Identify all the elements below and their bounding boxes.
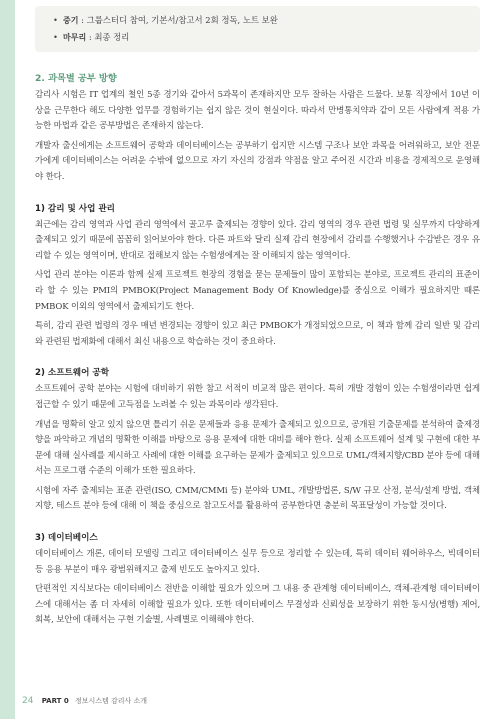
paragraph: 개발자 출신에게는 소프트웨어 공학과 데이터베이스는 공부하기 쉽지만 시스템 구조나 보안 과목을 어려워하고, 보안 전문가에게 데이터베이스는 어려운 수밖에 없으므로 자기 자신의 강점과 약점을 알고 주어진 시간과 비용을 경제적으로 운영해야 한다.: [35, 140, 480, 182]
bullet-text: : 그룹스터디 참여, 기본서/참고서 2회 정독, 노트 보완: [78, 15, 278, 25]
bullet-text: : 최종 정리: [86, 32, 130, 42]
subsection-heading: 2) 소프트웨어 공학: [35, 368, 110, 379]
paragraph: 사업 관리 분야는 이론과 함께 실제 프로젝트 현장의 경험을 묻는 문제들이 많이 포함되는 분야로, 프로젝트 관리의 표준이라 할 수 있는 PMI의 PMBOK(Project Management Body Of Knowledge)를 중심으로 이해가 필요하지만 때론 PMBOK 이외의 영역에서 출제되기도 한다.: [35, 270, 480, 312]
part-label: PART 0: [41, 697, 69, 705]
footer-title: 정보시스템 감리사 소개: [75, 697, 148, 705]
schedule-box: [35, 6, 480, 52]
subsection-heading: 1) 감리 및 사업 관리: [35, 203, 115, 214]
page-content: [35, 0, 480, 629]
paragraph: 감리사 시험은 IT 업계의 철인 5종 경기와 같아서 5과목이 존재하지만 모두 잘하는 사람은 드물다. 보통 직장에서 10년 이상을 근무한다 해도 다양한 업무를 경험하기는 쉽지 않은 것이 현실이다. 따라서 만병통치약과 같이 모든 사람에게 적용 가능한 마법과 같은 공부방법은 존재하지 않는다.: [35, 90, 480, 132]
paragraph: 개념을 명확히 알고 있지 않으면 틀리기 쉬운 문제들과 응용 문제가 출제되고 있으므로, 공개된 기출문제를 분석하여 출제경향을 파악하고 개념의 명확한 이해를 바탕으로 응용 문제에 대한 대비를 해야 한다. 실제 소프트웨어 설계 및 구현에 대한 부문에 대해 실사례를 제시하고 사례에 대한 이해를 요구하는 문제가 출제되고 있으므로 UML/객체지향/CBD 분야 등에 대해서는 프로그램 수준의 이해가 또한 필요하다.: [35, 419, 480, 477]
paragraph: 단편적인 지식보다는 데이터베이스 전반을 이해할 필요가 있으며 그 내용 중 관계형 데이터베이스, 객체-관계형 데이터베이스에 대해서는 좀 더 자세히 이해할 필요가 있다. 또한 데이터베이스 무결성과 신뢰성을 보장하기 위한 동시성(병행) 제어, 회복, 보안에 대해서는 구현 기술별, 사례별로 이해해야 한다.: [35, 584, 480, 626]
side-stripe: [0, 0, 15, 719]
page-footer: [22, 696, 147, 706]
subsection-heading: 3) 데이터베이스: [35, 533, 98, 544]
paragraph: 특히, 감리 관련 법령의 경우 매년 변경되는 경향이 있고 최근 PMBOK가 개정되었으므로, 이 책과 함께 감리 일반 및 감리와 관련된 법제화에 대해서 최신 내용으로 학습하는 것이 중요하다.: [35, 321, 480, 347]
section-heading: 2. 과목별 공부 방향: [35, 73, 117, 84]
bullet-item: [53, 12, 468, 29]
bullet-label: 마무리: [63, 33, 87, 42]
paragraph: 시험에 자주 출제되는 표준 관련(ISO, CMM/CMMi 등) 분야와 UML, 개발방법론, S/W 규모 산정, 분석/설계 방법, 객체지향, 테스트 분야 등에 대해 이 책을 중심으로 참고도서를 활용하여 공부한다면 충분히 목표달성이 가능할 것이다.: [35, 485, 480, 512]
page-number: 24: [22, 696, 34, 706]
paragraph: 최근에는 감리 영역과 사업 관리 영역에서 골고루 출제되는 경향이 있다. 감리 영역의 경우 관련 법령 및 실무까지 다양하게 출제되고 있기 때문에 꼼꼼히 읽어보아야 한다. 다른 파트와 달리 실제 감리 현장에서 감리를 수행했거나 수감받은 경우 유리할 수 있는 영역이며, 반대로 접해보지 않는 수험생에게는 잘 이해되지 않는 영역이다.: [35, 219, 480, 261]
paragraph: 소프트웨어 공학 분야는 시험에 대비하기 위한 참고 서적이 비교적 많은 편이다. 특히 개발 경험이 있는 수험생이라면 쉽게 접근할 수 있기 때문에 고득점을 노려볼 수 있는 과목이라 생각된다.: [35, 384, 480, 410]
bullet-label: 중기: [63, 16, 79, 25]
paragraph: 데이터베이스 개론, 데이터 모델링 그리고 데이터베이스 실무 등으로 정리할 수 있는데, 특히 데이터 웨어하우스, 빅데이터 등 응용 부분이 매우 광범위해지고 출제 빈도도 높아지고 있다.: [35, 549, 480, 575]
bullet-item: [53, 29, 468, 46]
